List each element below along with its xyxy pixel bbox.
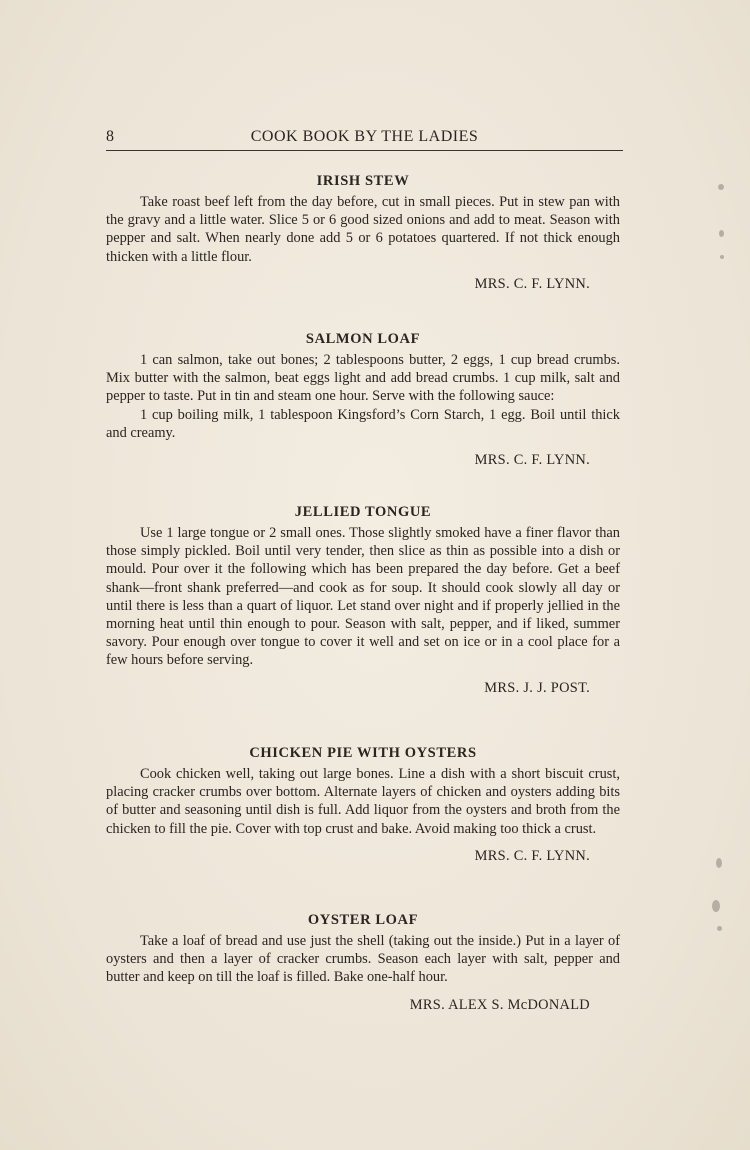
recipe-paragraph: 1 can salmon, take out bones; 2 tablespoons butter, 2 eggs, 1 cup bread crumbs. Mix butter with the salmon, beat eggs light and add bread crumbs. 1 cup milk, salt and pepper to taste. Put in tin and steam one hour. Serve with the following sauce:	[106, 352, 620, 405]
recipe-title: OYSTER LOAF	[307, 912, 419, 928]
recipe-author: MRS. C. F. LYNN.	[474, 275, 590, 292]
recipe-salmon-loaf	[106, 329, 620, 469]
recipe-oyster-loaf	[106, 910, 620, 1014]
paper-speck	[718, 184, 724, 190]
page-header	[106, 128, 623, 151]
paper-speck	[712, 900, 720, 912]
recipe-author: MRS. J. J. POST.	[484, 679, 590, 696]
recipe-author: MRS. C. F. LYNN.	[474, 452, 590, 469]
paper-speck	[716, 858, 722, 868]
recipe-paragraph: Cook chicken well, taking out large bones. Line a dish with a short biscuit crust, placing cracker crumbs over bottom. Alternate layers of chicken and oysters adding bits of butter and seasoning until dish is full. Add liquor from the oysters and broth from the chicken to fill the pie. Cover with top crust and bake. Avoid making too thick a crust.	[106, 766, 620, 837]
paper-speck	[720, 255, 724, 259]
recipe-chicken-pie-with-oysters	[106, 743, 620, 865]
recipe-paragraph: Take a loaf of bread and use just the shell (taking out the inside.) Put in a layer of oysters and then a layer of cracker crumbs. Season each layer with salt, pepper and butter and keep on till the loaf is filled. Bake one-half hour.	[106, 933, 620, 986]
recipe-paragraph: 1 cup boiling milk, 1 tablespoon Kingsford’s Corn Starch, 1 egg. Boil until thick and creamy.	[106, 406, 620, 441]
recipe-title: JELLIED TONGUE	[294, 504, 432, 520]
recipe-author: MRS. C. F. LYNN.	[474, 847, 590, 864]
running-title: COOK BOOK BY THE LADIES	[250, 128, 479, 145]
recipe-title: SALMON LOAF	[305, 331, 421, 347]
recipe-paragraph: Take roast beef left from the day before, cut in small pieces. Put in stew pan with the gravy and a little water. Slice 5 or 6 good sized onions and add to meat. Season with pepper and salt. When nearly done add 5 or 6 potatoes quartered. If not thick enough thicken with a little flour.	[106, 194, 620, 265]
recipe-title: IRISH STEW	[316, 173, 410, 189]
recipe-author: MRS. ALEX S. McDONALD	[409, 996, 590, 1013]
recipe-jellied-tongue	[106, 502, 620, 697]
page-number: 8	[106, 128, 114, 145]
paper-speck	[719, 230, 724, 237]
paper-speck	[717, 926, 722, 931]
recipe-paragraph: Use 1 large tongue or 2 small ones. Those slightly smoked have a finer flavor than those simply pickled. Boil until very tender, then slice as thin as possible into a dish or mould. Pour over it the following which has been prepared the day before. Get a beef shank—front shank preferred—and cook as for soup. It should cook slowly all day or until there is less than a quart of liquor. Let stand over night and if properly jellied in the morning heat until thin enough to pour. Season with salt, pepper, and if liked, summer savory. Pour enough over tongue to cover it well and set on ice or in a cool place for a few hours before serving.	[106, 525, 620, 669]
recipe-title: CHICKEN PIE WITH OYSTERS	[249, 745, 477, 761]
recipe-irish-stew	[106, 171, 620, 293]
